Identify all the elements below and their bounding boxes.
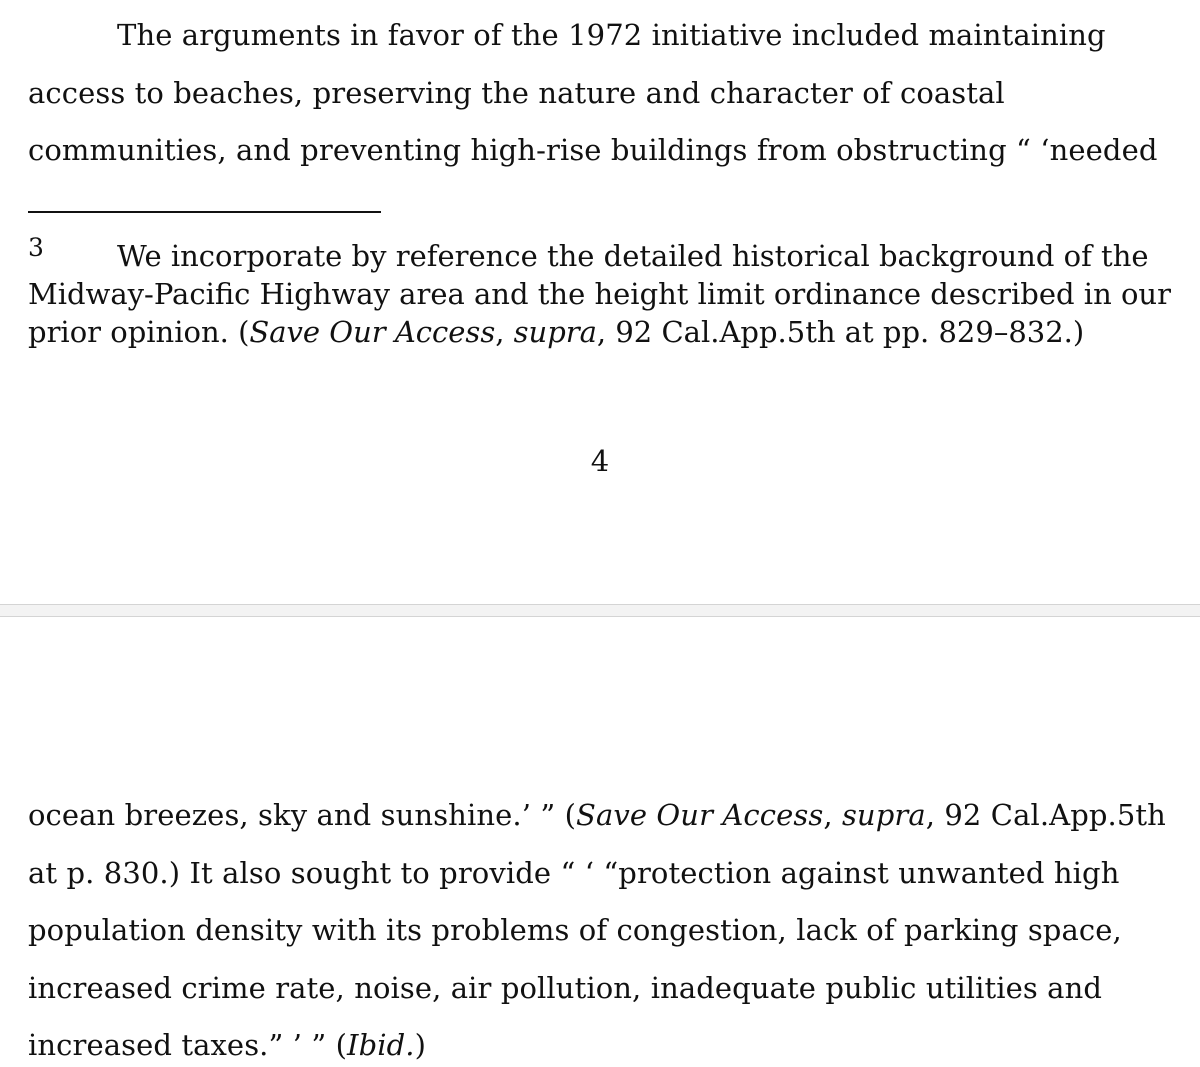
body-text-line [28,1027,426,1063]
body-text: ) [414,1028,427,1062]
page-break [0,604,1200,617]
document-page-5 [0,617,1200,1067]
ibid-signal: Ibid. [347,1028,415,1062]
supra-signal: supra [841,798,926,832]
body-text-line: The arguments in favor of the 1972 initiative included maintaining [117,18,1106,52]
case-name: Save Our Access [576,798,824,832]
body-text-line: access to beaches, preserving the nature and character of coastal [28,76,1005,110]
case-name: Save Our Access [249,315,496,349]
body-text: increased taxes.” ’ ” ( [28,1028,348,1062]
body-text: , [823,798,842,832]
citation-text: , 92 Cal.App.5th at pp. 829–832.) [596,315,1085,349]
body-text-line: at p. 830.) It also sought to provide “ ‘ “protection against unwanted high [28,856,1120,890]
footnote-text: prior opinion. ( [28,315,250,349]
body-text: ocean breezes, sky and sunshine.’ ” ( [28,798,576,832]
body-text-line: population density with its problems of congestion, lack of parking space, [28,913,1122,947]
body-text-line: increased crime rate, noise, air pollution, inadequate public utilities and [28,971,1103,1005]
footnote-text-line [28,315,1084,349]
supra-signal: supra [513,315,597,349]
body-text-line [28,797,1166,833]
footnote-separator [28,211,381,213]
footnote-text-line: Midway-Pacific Highway area and the height limit ordinance described in our [28,277,1171,311]
body-text-line: communities, and preventing high-rise buildings from obstructing “ ‘needed [28,133,1158,167]
footnote-text-line: We incorporate by reference the detailed historical background of the [117,239,1149,273]
citation-text: , 92 Cal.App.5th [925,798,1166,832]
page-number: 4 [590,444,610,478]
footnote-marker: 3 [28,233,44,262]
footnote-text: , [495,315,514,349]
